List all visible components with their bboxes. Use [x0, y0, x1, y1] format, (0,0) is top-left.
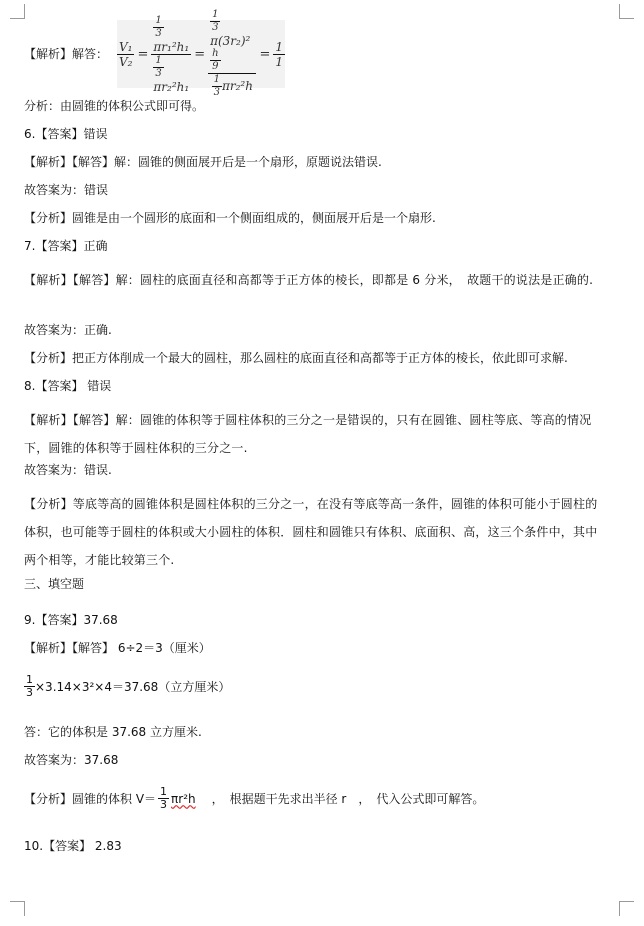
right-numerator: [208, 9, 256, 74]
q7-answer: 7.【答案】正确: [24, 239, 108, 253]
formula-middle: [151, 15, 191, 94]
q6-hint: 【分析】圆锥是由一个圆形的底面和一个侧面组成的，侧面展开后是一个扇形.: [24, 211, 436, 225]
q6-analysis: 【解析】【解答】解：圆锥的侧面展开后是一个扇形，原题说法错误.: [24, 155, 382, 169]
q5-label: 【解析】解答：: [24, 47, 109, 61]
middle-denominator: [151, 55, 191, 94]
crop-mark-bottom-right: [619, 901, 634, 916]
q5-formula-image: $\frac{\text{V₁}}{\text{V₂}}$ = $\frac{1}{3}$ πr₁²h₁ $\frac{1}{3}$ πr₂²h₁ = $\frac{1}{3}$ π(3r₂)² $\frac{h}{9}$ $\frac{1}{3}$ πr₂²h = $\frac{1}{1}$: [119, 9, 283, 98]
crop-mark-top-right: [619, 4, 634, 19]
q5-analysis: 分析：由圆锥的体积公式即可得。: [24, 99, 205, 113]
rhs-num-h-n: h: [212, 48, 219, 59]
q8-hint: 【分析】等底等高的圆锥体积是圆柱体积的三分之一，在没有等底等高一条件，圆锥的体积可能小于圆柱的体积，也可能等于圆柱的体积或大小圆柱的体积．圆柱和圆锥只有体积、底面积、高，这三个条件中，其中两个相等，才能比较第三个.: [24, 497, 598, 567]
q7-analysis: 【解析】【解答】解：圆柱的底面直径和高都等于正方体的棱长，即都是 6 分米， 故题干的说法是正确的.: [24, 273, 594, 287]
section-title-fill-blank: 三、填空题: [24, 577, 85, 591]
q9-hint-frac-den: 3: [160, 798, 168, 811]
q9-calc-rest: ×3.14×3²×4＝37.68（立方厘米）: [35, 679, 231, 694]
q9-analysis: 【解析】【解答】 6÷2＝3（厘米）: [24, 641, 211, 655]
q9-hint: [24, 786, 484, 811]
q9-reply: 答：它的体积是 37.68 立方厘米.: [24, 725, 202, 739]
q9-answer: 9.【答案】37.68: [24, 613, 118, 627]
crop-mark-bottom-left: [10, 901, 25, 916]
formula-result: [273, 40, 285, 69]
mid-num-coef-d: 3: [155, 27, 162, 39]
q9-hint-frac-num: 1: [160, 785, 168, 798]
mid-den-coef-n: 1: [155, 54, 162, 66]
q8-analysis: 【解析】【解答】解：圆锥的体积等于圆柱体积的三分之一是错误的，只有在圆锥、圆柱等底、等高的情况下，圆锥的体积等于圆柱体积的三分之一.: [24, 413, 592, 455]
mid-den-rest: πr₂²h₁: [153, 79, 190, 94]
formula-right: [208, 9, 256, 99]
q9-calc-frac-den: 3: [26, 686, 33, 699]
result-denominator: 1: [275, 54, 283, 69]
q9-hint-fraction: [158, 786, 169, 811]
rhs-num-h-d: 9: [212, 61, 219, 72]
rhs-den-coef-n: 1: [213, 74, 220, 85]
right-denominator: [210, 74, 255, 99]
q6-answer: 6.【答案】错误: [24, 127, 108, 141]
mid-num-rest: πr₁²h₁: [153, 39, 190, 54]
rhs-den-coef-d: 3: [213, 87, 220, 98]
q7-final: 故答案为：正确.: [24, 323, 112, 337]
q9-calc-frac-num: 1: [26, 673, 33, 686]
q9-calc-fraction: [24, 674, 35, 699]
mid-num-coef-n: 1: [155, 14, 162, 26]
q9-hint-suffix: ， 根据题干先求出半径 r ， 代入公式即可解答。: [211, 791, 485, 806]
rhs-num-coef-n: 1: [212, 9, 219, 20]
q8-answer: 8.【答案】 错误: [24, 379, 112, 393]
formula-lhs: [117, 40, 134, 69]
mid-den-coef-d: 3: [155, 67, 162, 79]
middle-numerator: [151, 15, 191, 55]
crop-mark-top-left: [10, 4, 25, 19]
q9-final: 故答案为：37.68: [24, 753, 119, 767]
lhs-denominator: V₂: [119, 54, 133, 69]
q6-final: 故答案为：错误: [24, 183, 109, 197]
result-numerator: 1: [275, 39, 283, 54]
q9-hint-formula: πr²h: [171, 791, 196, 806]
lhs-numerator: V₁: [119, 39, 133, 54]
q10-answer: 10.【答案】 2.83: [24, 839, 122, 853]
rhs-num-rest: π(3r₂)²: [210, 34, 251, 48]
q8-final: 故答案为：错误.: [24, 463, 112, 477]
q9-hint-prefix: 【分析】圆锥的体积 V＝: [24, 791, 157, 806]
rhs-den-rest: πr₂²h: [221, 79, 253, 93]
rhs-num-coef-d: 3: [212, 22, 219, 33]
q9-calculation: [24, 674, 230, 699]
q7-hint: 【分析】把正方体削成一个最大的圆柱，那么圆柱的底面直径和高都等于正方体的棱长，依此即可求解.: [24, 351, 568, 365]
